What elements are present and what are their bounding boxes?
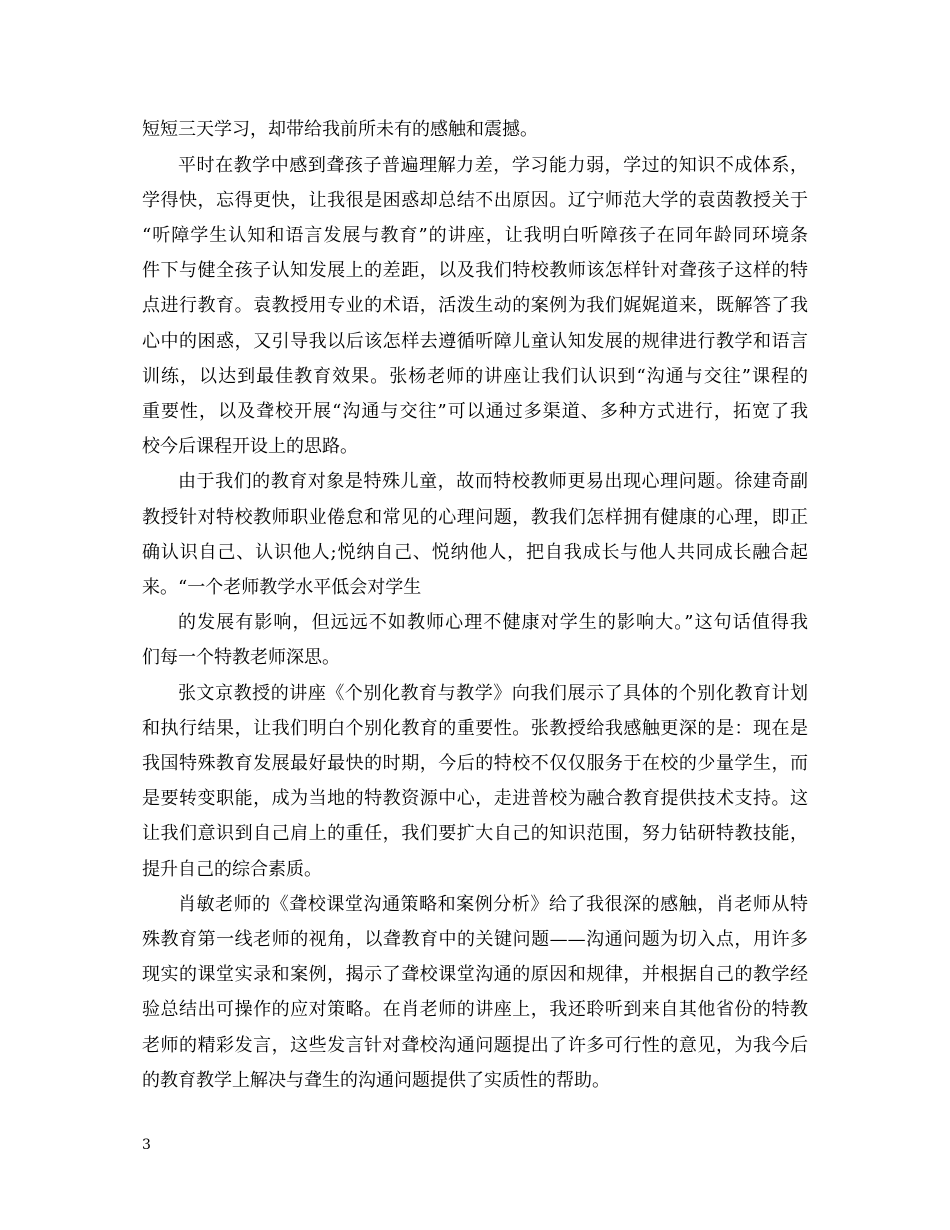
text-line: 验总结出可操作的应对策略。在肖老师的讲座上，我还聆听到来自其他省份的特教 [142,999,808,1020]
text-line: 学得快，忘得更快，让我很是困惑却总结不出原因。辽宁师范大学的袁茵教授关于 [142,190,808,211]
text-line: 平时在教学中感到聋孩子普遍理解力差，学习能力弱，学过的知识不成体系， [178,155,808,176]
text-line: 确认识自己、认识他人;悦纳自己、悦纳他人，把自我成长与他人共同成长融合起 [142,542,808,563]
text-line: 让我们意识到自己肩上的重任，我们要扩大自己的知识范围，努力钻研特教技能， [142,823,808,844]
page-number: 3 [142,1137,151,1153]
text-line: 短短三天学习，却带给我前所未有的感触和震撼。 [142,119,538,140]
text-line: 们每一个特教老师深思。 [142,647,340,668]
text-line: 点进行教育。袁教授用专业的术语，活泼生动的案例为我们娓娓道来，既解答了我 [142,295,808,316]
text-line: 的发展有影响，但远远不如教师心理不健康对学生的影响大。”这句话值得我 [178,612,808,633]
text-line: 由于我们的教育对象是特殊儿童，故而特校教师更易出现心理问题。徐建奇副 [178,471,808,492]
text-line: 重要性，以及聋校开展“沟通与交往”可以通过多渠道、多种方式进行，拓宽了我 [142,401,808,422]
text-line: “听障学生认知和语言发展与教育”的讲座，让我明白听障孩子在同年龄同环境条 [142,225,808,246]
text-line: 现实的课堂实录和案例，揭示了聋校课堂沟通的原因和规律，并根据自己的教学经 [142,964,808,985]
text-line: 来。“一个老师教学水平低会对学生 [142,577,422,598]
text-line: 教授针对特校教师职业倦怠和常见的心理问题，教我们怎样拥有健康的心理，即正 [142,507,808,528]
text-line: 校今后课程开设上的思路。 [142,436,358,457]
text-line: 是要转变职能，成为当地的特教资源中心，走进普校为融合教育提供技术支持。这 [142,788,808,809]
text-line: 的教育教学上解决与聋生的沟通问题提供了实质性的帮助。 [142,1070,610,1091]
text-line: 老师的精彩发言，这些发言针对聋校沟通问题提出了许多可行性的意见，为我今后 [142,1035,808,1056]
text-line: 件下与健全孩子认知发展上的差距，以及我们特校教师该怎样针对聋孩子这样的特 [142,260,808,281]
text-line: 殊教育第一线老师的视角，以聋教育中的关键问题——沟通问题为切入点，用许多 [142,929,808,950]
text-line: 和执行结果，让我们明白个别化教育的重要性。张教授给我感触更深的是：现在是 [142,718,808,739]
text-line: 我国特殊教育发展最好最快的时期，今后的特校不仅仅服务于在校的少量学生，而 [142,753,808,774]
text-line: 张文京教授的讲座《个别化教育与教学》向我们展示了具体的个别化教育计划 [178,683,808,704]
text-line: 训练，以达到最佳教育效果。张杨老师的讲座让我们认识到“沟通与交往”课程的 [142,366,808,387]
text-line: 肖敏老师的《聋校课堂沟通策略和案例分析》给了我很深的感触，肖老师从特 [178,894,808,915]
text-line: 提升自己的综合素质。 [142,859,322,880]
text-line: 心中的困惑，又引导我以后该怎样去遵循听障儿童认知发展的规律进行教学和语言 [142,331,808,352]
